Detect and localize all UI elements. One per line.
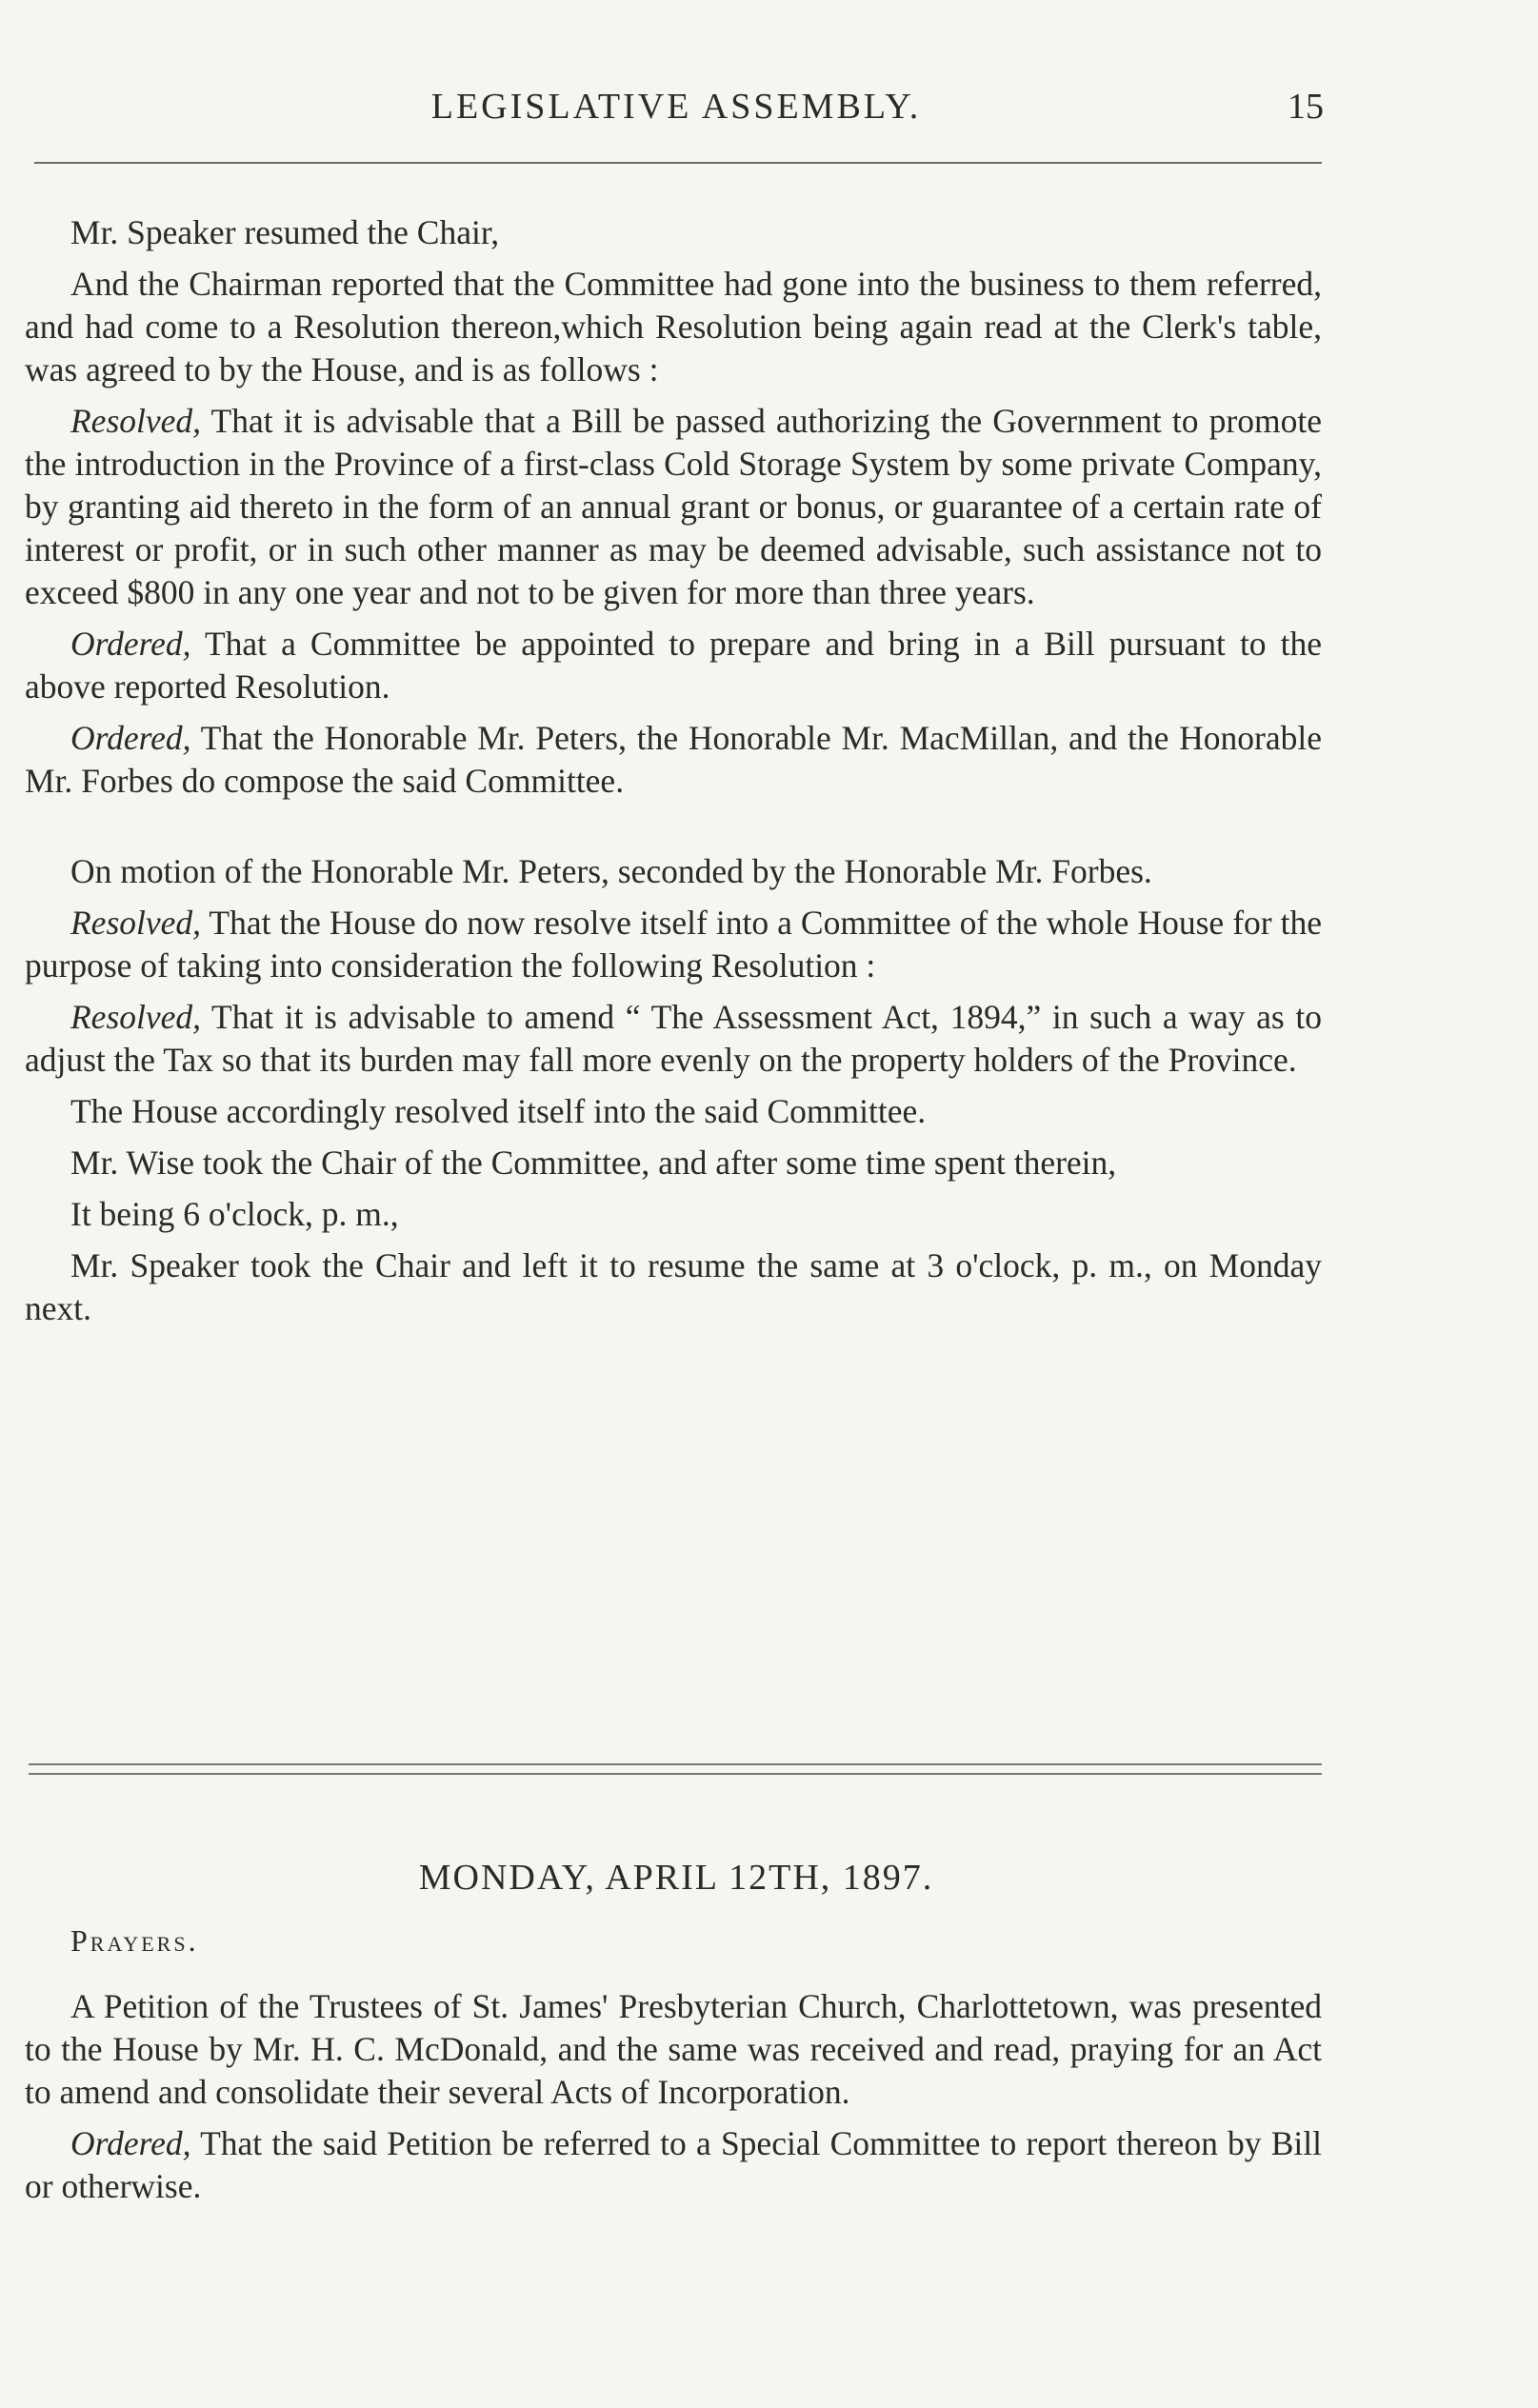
paragraph — [25, 263, 1322, 391]
page-number: 15 — [1288, 87, 1324, 127]
paragraph-text: That the House do now resolve itself into a Committee of the whole House for the purpose of taking into consideration the following Resolution : — [25, 904, 1322, 985]
paragraph-lead: Ordered, — [70, 2124, 191, 2162]
paragraph — [25, 996, 1322, 1082]
paragraph-lead: Resolved, — [70, 904, 202, 942]
paragraph-text: Mr. Speaker took the Chair and left it to resume the same at 3 o'clock, p. m., on Monday next. — [25, 1246, 1322, 1327]
paragraph — [25, 1985, 1322, 2114]
paragraph — [25, 717, 1322, 803]
paragraph — [25, 1142, 1322, 1184]
paragraph-lead: Resolved, — [70, 402, 202, 440]
paragraph-text: And the Chairman reported that the Committee had gone into the business to them referred, and had come to a Resolution thereon,which Resolution being again read at the Clerk's table, was agreed to by the House, and is as follows : — [25, 265, 1322, 388]
paragraph-text: That the said Petition be referred to a Special Committee to report thereon by Bill or otherwise. — [25, 2124, 1322, 2205]
session-body — [25, 1985, 1322, 2208]
paragraph — [25, 623, 1322, 708]
paragraph-text: On motion of the Honorable Mr. Peters, seconded by the Honorable Mr. Forbes. — [70, 852, 1152, 890]
paragraph-lead: Ordered, — [70, 719, 191, 757]
paragraph-lead: Ordered, — [70, 625, 191, 663]
paragraph-text: The House accordingly resolved itself into the said Committee. — [70, 1092, 927, 1130]
paragraph — [25, 400, 1322, 614]
section-separator — [29, 1763, 1322, 1775]
paragraph-text: Mr. Wise took the Chair of the Committee, and after some time spent therein, — [70, 1144, 1117, 1182]
paragraph-text: A Petition of the Trustees of St. James' Presbyterian Church, Charlottetown, was presented to the House by Mr. H. C. McDonald, and the same was received and read, praying for an Act to amend and consolidate their several Acts of Incorporation. — [25, 1987, 1322, 2111]
running-header — [29, 86, 1324, 143]
session-date-heading: MONDAY, APRIL 12TH, 1897. — [418, 1858, 934, 1898]
paragraph-text: That the Honorable Mr. Peters, the Honorable Mr. MacMillan, and the Honorable Mr. Forbes do compose the said Committee. — [25, 719, 1322, 800]
paragraph — [25, 902, 1322, 987]
paragraph-text: That a Committee be appointed to prepare and bring in a Bill pursuant to the above reported Resolution. — [25, 625, 1322, 706]
paragraph-lead: Resolved, — [70, 998, 202, 1036]
paragraph-text: Mr. Speaker resumed the Chair, — [70, 213, 500, 251]
paragraph — [25, 1244, 1322, 1330]
prayers-label: Prayers. — [70, 1923, 199, 1958]
paragraph-text: It being 6 o'clock, p. m., — [70, 1195, 399, 1233]
running-title: LEGISLATIVE ASSEMBLY. — [430, 87, 922, 127]
paragraph-text: That it is advisable to amend “ The Assessment Act, 1894,” in such a way as to adjust the Tax so that its burden may fall more evenly on the property holders of the Province. — [25, 998, 1322, 1079]
paragraph — [25, 1090, 1322, 1133]
paragraph — [25, 211, 1322, 254]
header-rule — [34, 162, 1322, 164]
paragraph — [25, 1193, 1322, 1236]
paragraph — [25, 850, 1322, 893]
paragraph-text: That it is advisable that a Bill be passed authorizing the Government to promote the introduction in the Province of a first-class Cold Storage System by some private Company, by granting aid thereto in the form of an annual grant or bonus, or guarantee of a certain rate of interest or profit, or in such other manner as may be deemed advisable, such assistance not to exceed $800 in any one year and not to be given for more than three years. — [25, 402, 1322, 611]
proceedings-body — [25, 211, 1322, 1330]
paragraph — [25, 2122, 1322, 2208]
